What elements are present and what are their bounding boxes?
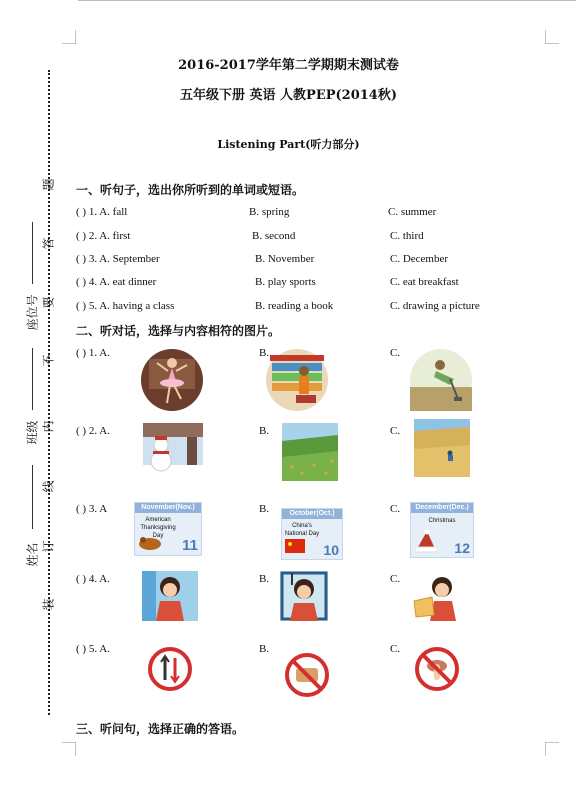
pic-q5-label-a: ( ) 5. A. — [76, 643, 110, 655]
binding-char: 题 — [41, 178, 56, 191]
binding-char: 线 — [41, 480, 56, 493]
section-2-heading: 二、听对话，选择与内容相符的图片。 — [76, 324, 281, 338]
card-event: China's National Day — [284, 523, 320, 537]
section-1-heading: 一、听句子，选出你所听到的单词或短语。 — [76, 183, 305, 197]
binding-char: 订 — [41, 540, 56, 553]
santa-hat-icon — [415, 529, 437, 553]
ballet-dancer-picture — [141, 349, 203, 411]
crop-mark-bottom-left — [62, 742, 76, 756]
pic-q2-label-b: B. — [259, 425, 270, 437]
thanksgiving-calendar-card — [134, 502, 202, 556]
q2-option-a: ( ) 2. A. first — [76, 230, 131, 242]
shopping-picture — [266, 349, 328, 411]
q4-option-c: C. eat breakfast — [390, 276, 459, 288]
no-talking-sign-icon — [414, 646, 460, 692]
binding-char: 装 — [41, 598, 56, 611]
pic-q2-label-c: C. — [390, 425, 401, 437]
name-blank[interactable] — [32, 465, 33, 529]
part-title: Listening Part(听力部分) — [217, 138, 360, 151]
q3-option-b: B. November — [255, 253, 315, 265]
pic-q4-label-b: B. — [259, 573, 270, 585]
q1-option-a: ( ) 1. A. fall — [76, 206, 128, 218]
binding-dotted-line — [48, 70, 50, 715]
pic-q5-label-c: C. — [390, 643, 401, 655]
pic-q3-label-c: C. — [390, 503, 401, 515]
q5-option-a: ( ) 5. A. having a class — [76, 300, 175, 312]
q5-option-b: B. reading a book — [255, 300, 334, 312]
wheat-field-picture — [414, 419, 470, 477]
top-rule — [78, 0, 576, 1]
card-event: American Thanksgiving Day — [140, 517, 176, 539]
pic-q1-label-a: ( ) 1. A. — [76, 347, 110, 359]
pic-q4-label-a: ( ) 4. A. — [76, 573, 110, 585]
crop-mark-bottom-right — [545, 742, 559, 756]
pic-q3-label-a: ( ) 3. A — [76, 503, 108, 515]
china-flag-icon — [285, 539, 305, 553]
girl-on-bus-picture — [280, 571, 328, 621]
card-month: November(Nov.) — [135, 503, 201, 513]
no-overtaking-sign-icon — [147, 646, 193, 692]
crop-mark-top-left — [62, 30, 76, 44]
q2-option-b: B. second — [252, 230, 296, 242]
card-day: 12 — [454, 540, 470, 556]
snowman-winter-picture — [143, 423, 203, 481]
card-day: 11 — [182, 537, 198, 554]
card-month: December(Dec.) — [411, 503, 473, 513]
turkey-icon — [137, 533, 163, 551]
binding-char: 答 — [41, 237, 56, 250]
binding-char: 不 — [41, 354, 56, 367]
card-event: Christmas — [428, 518, 456, 524]
class-label: 班级 — [25, 420, 40, 445]
pic-q2-label-a: ( ) 2. A. — [76, 425, 110, 437]
q5-option-c: C. drawing a picture — [390, 300, 480, 312]
q3-option-c: C. December — [390, 253, 449, 265]
no-eating-sign-icon — [284, 652, 330, 698]
binding-char: 要 — [41, 296, 56, 309]
q4-option-b: B. play sports — [255, 276, 316, 288]
q1-option-c: C. summer — [388, 206, 437, 218]
pic-q1-label-b: B. — [259, 347, 270, 359]
national-day-calendar-card — [281, 508, 343, 560]
binding-char: 内 — [41, 420, 56, 433]
seat-number-blank[interactable] — [32, 222, 33, 284]
girl-reading-picture — [412, 571, 462, 621]
pic-q1-label-c: C. — [390, 347, 401, 359]
exam-subtitle: 五年级下册 英语 人教PEP(2014秋) — [180, 88, 397, 103]
class-blank[interactable] — [32, 348, 33, 410]
crop-mark-top-right — [545, 30, 559, 44]
green-field-picture — [282, 423, 338, 481]
christmas-calendar-card — [410, 502, 474, 558]
q3-option-a: ( ) 3. A. September — [76, 253, 160, 265]
card-month: October(Oct.) — [282, 509, 342, 519]
girl-at-home-picture — [142, 571, 198, 621]
pic-q4-label-c: C. — [390, 573, 401, 585]
gardening-picture — [410, 349, 472, 411]
q1-option-b: B. spring — [249, 206, 290, 218]
section-3-heading: 三、听问句，选择正确的答语。 — [76, 722, 245, 736]
seat-number-label: 座位号 — [25, 294, 40, 331]
q2-option-c: C. third — [390, 230, 424, 242]
q4-option-a: ( ) 4. A. eat dinner — [76, 276, 157, 288]
pic-q5-label-b: B. — [259, 643, 270, 655]
name-label: 姓名 — [25, 542, 40, 567]
exam-title: 2016-2017学年第二学期期末测试卷 — [178, 58, 399, 73]
card-day: 10 — [323, 542, 339, 558]
pic-q3-label-b: B. — [259, 503, 270, 515]
